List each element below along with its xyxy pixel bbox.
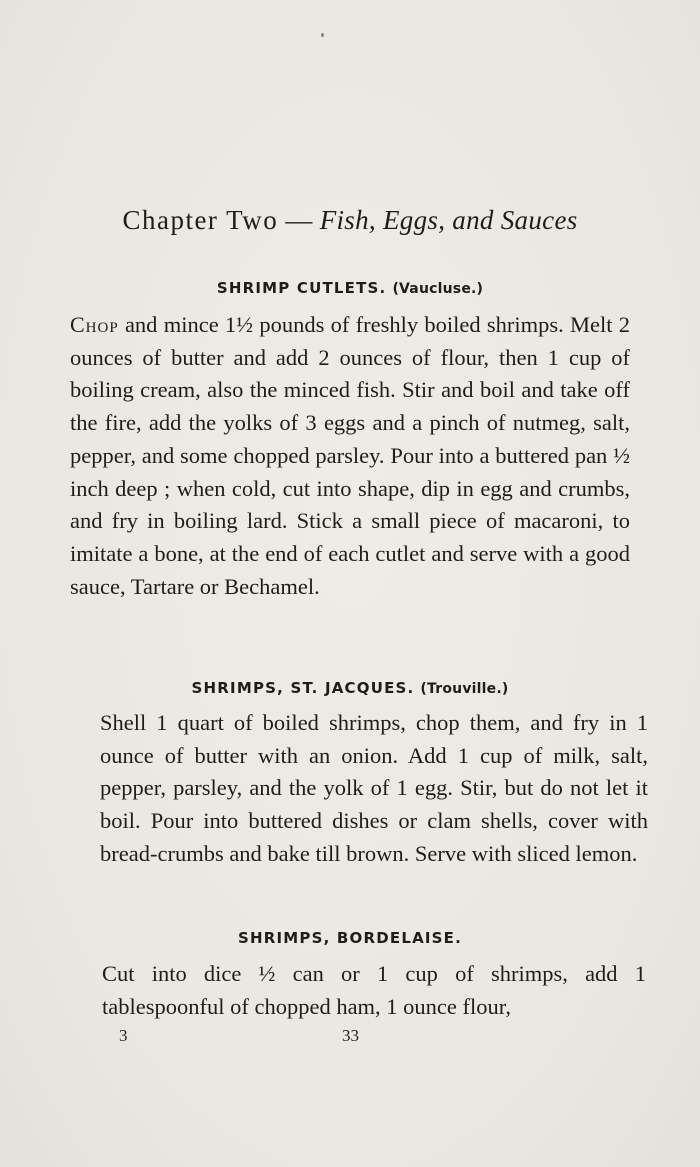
recipe-title: SHRIMPS, BORDELAISE.: [237, 929, 463, 947]
recipe-body-shrimps-bordelaise: [78, 958, 646, 1023]
chapter-heading: [0, 205, 700, 236]
recipe-first-word: Chop: [70, 312, 119, 337]
paper-speck: [321, 33, 324, 37]
chapter-subtitle: Fish, Eggs, and Sauces: [319, 205, 578, 235]
recipe-body-shrimps-st-jacques: [76, 707, 648, 871]
recipe-title-shrimp-cutlets: [0, 279, 700, 297]
recipe-text: Shell 1 quart of boiled shrimps, chop them, and fry in 1 ounce of butter with an onion. Add 1 cup of milk, salt, pepper, parsley, and the yolk of 1 egg. Stir, but do not let it boil. Pour into buttered dishes or clam shells, cover with bread-crumbs and bake till brown. Serve with sliced lemon.: [100, 710, 648, 866]
recipe-title: SHRIMPS, ST. JACQUES.: [191, 679, 415, 697]
page-number: 33: [342, 1026, 359, 1045]
recipe-title-shrimps-st-jacques: [0, 679, 700, 697]
recipe-title: SHRIMP CUTLETS.: [216, 279, 387, 297]
recipe-origin: (Trouville.): [420, 681, 509, 697]
recipe-text: and mince 1½ pounds of freshly boiled shrimps. Melt 2 ounces of butter and add 2 ounces of flour, then 1 cup of boiling cream, also the minced fish. Stir and boil and take off the fire, add the yolks of 3 eggs and a pinch of nutmeg, salt, pepper, and some chopped parsley. Pour into a buttered pan ½ inch deep ; when cold, cut into shape, dip in egg and crumbs, and fry in boiling lard. Stick a small piece of macaroni, to imitate a bone, at the end of each cutlet and serve with a good sauce, Tartare or Bechamel.: [70, 312, 630, 599]
recipe-origin: (Vaucluse.): [392, 281, 484, 297]
chapter-label: Chapter Two: [122, 205, 279, 235]
chapter-dash: —: [278, 205, 320, 235]
signature-mark: 3: [119, 1026, 128, 1045]
recipe-text: Cut into dice ½ can or 1 cup of shrimps, add 1 tablespoonful of chopped ham, 1 ounce flour,: [102, 961, 646, 1019]
recipe-title-shrimps-bordelaise: [0, 929, 700, 947]
recipe-body-shrimp-cutlets: [70, 309, 630, 603]
